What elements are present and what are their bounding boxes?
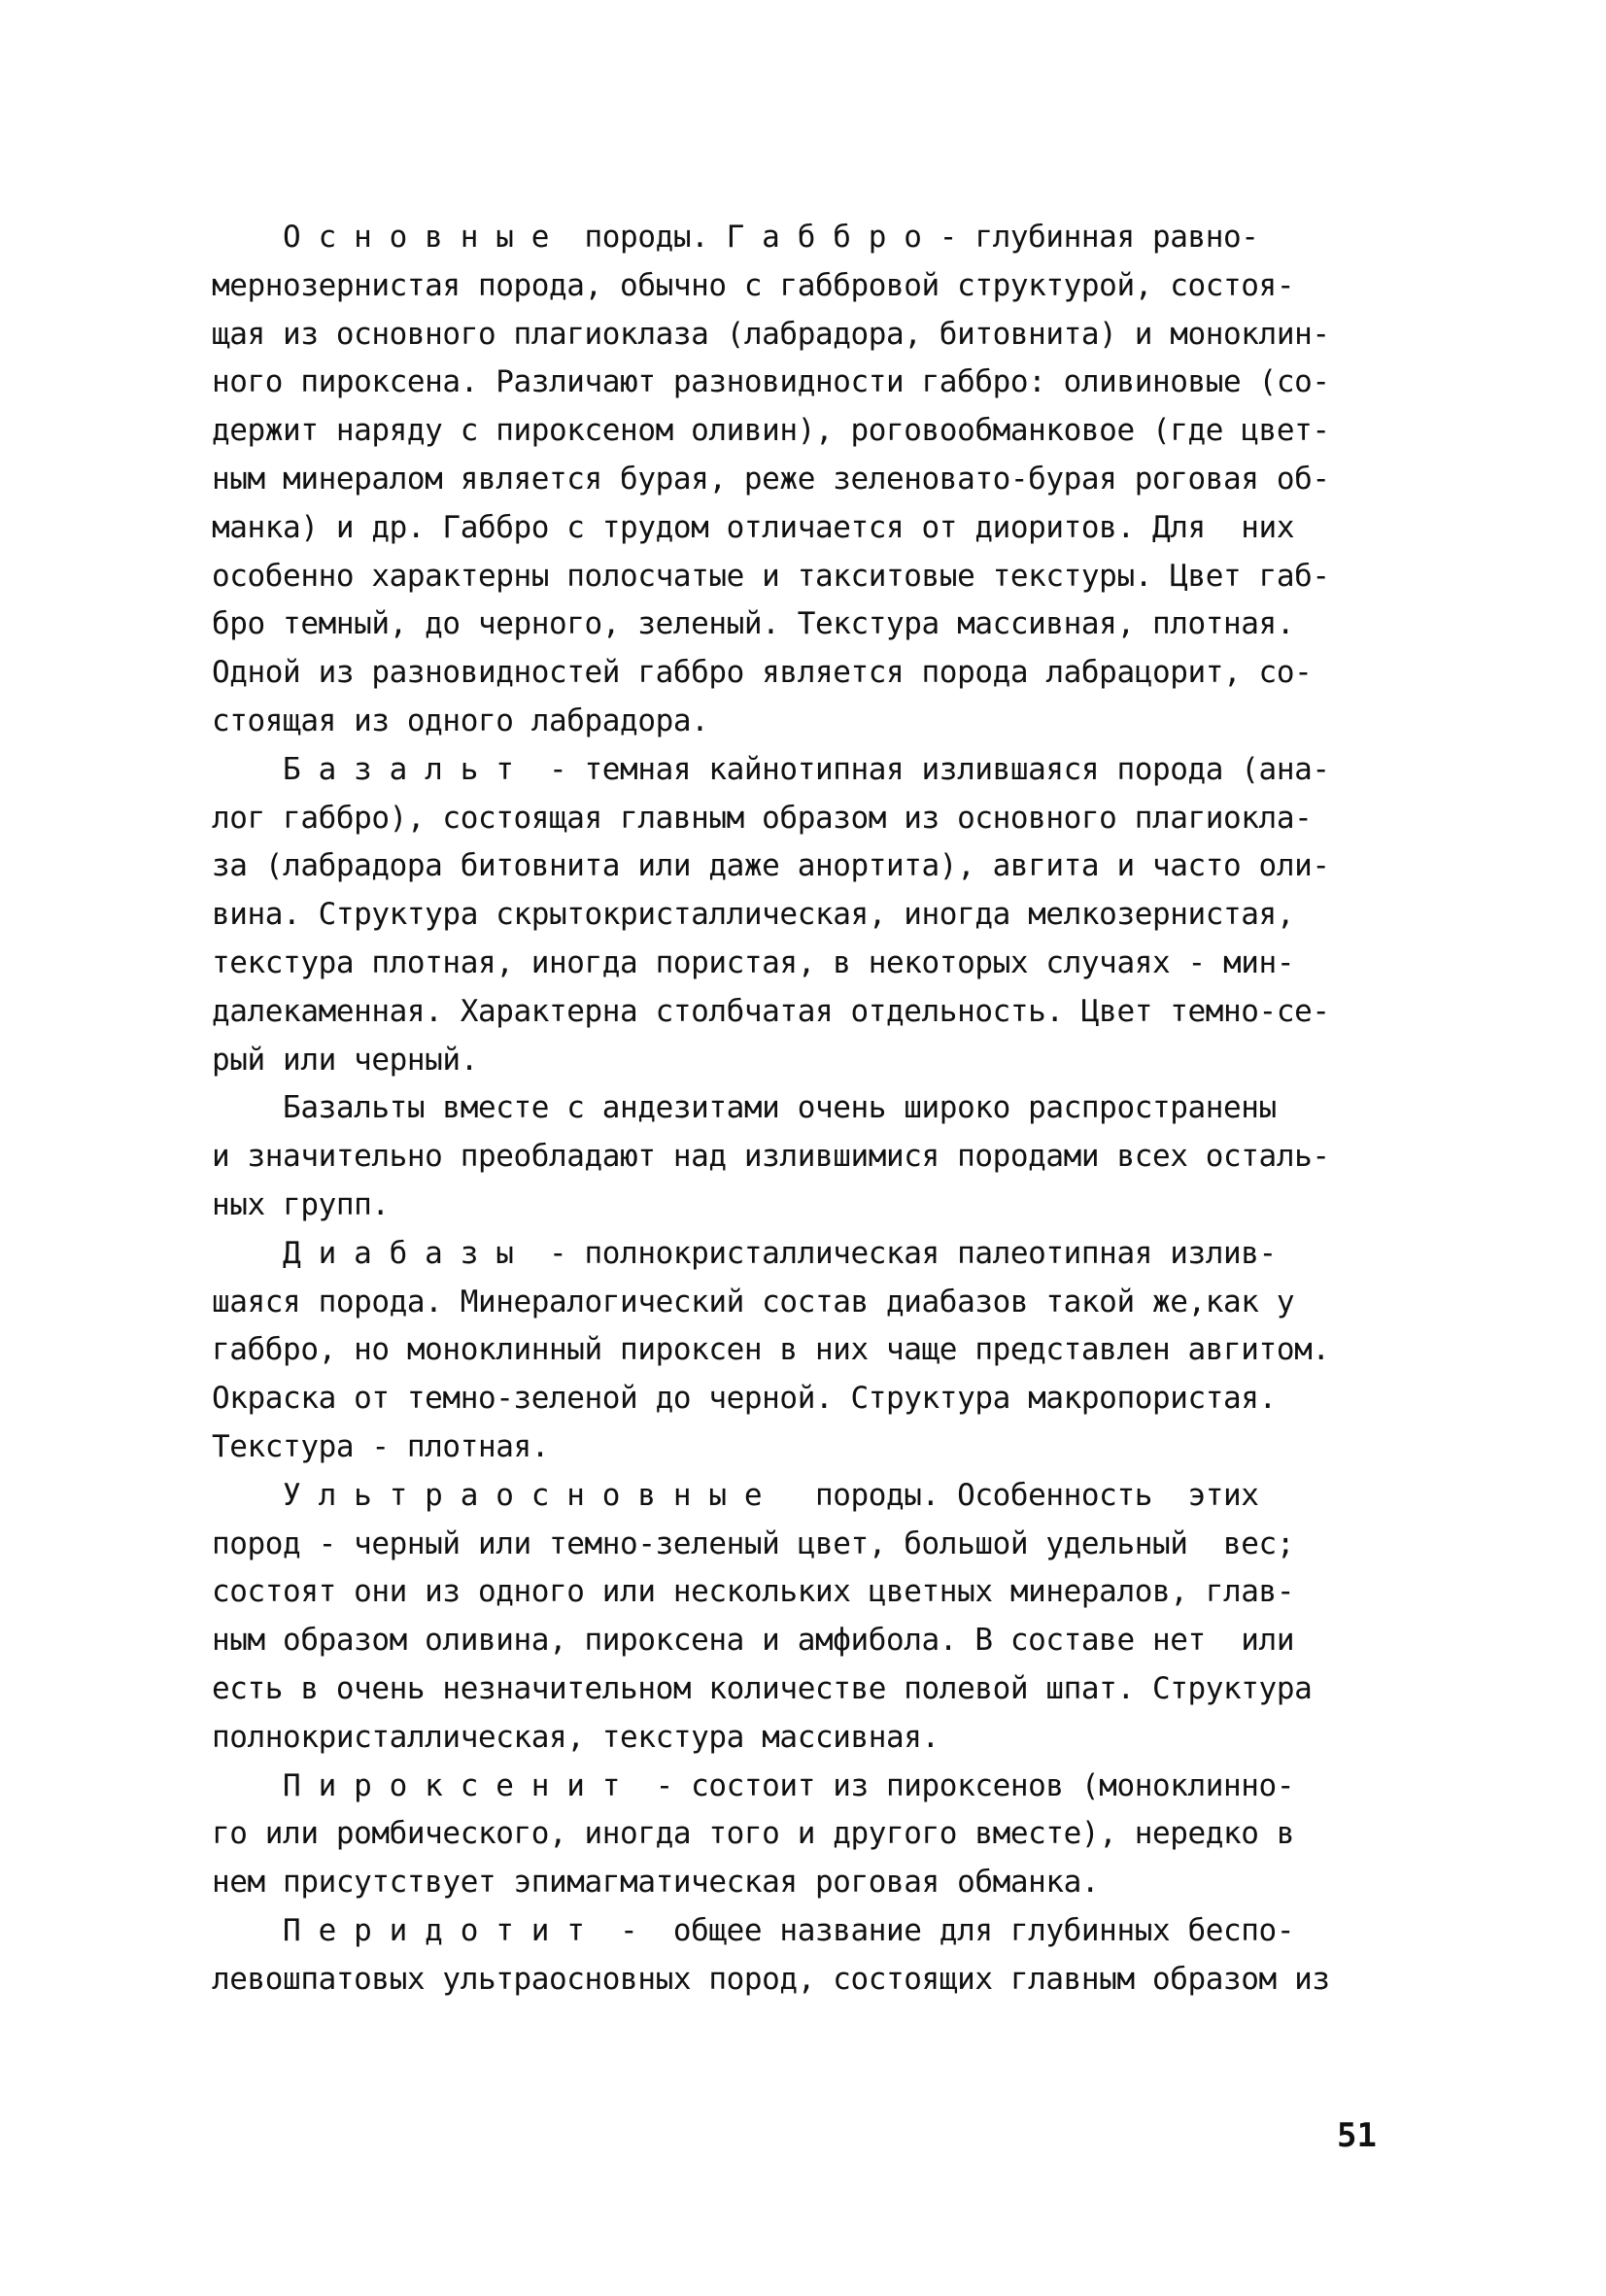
text-line: левошпатовых ультраосновных пород, состоящих главным образом из (212, 1961, 1330, 1997)
text-line: стоящая из одного лабрадора. (212, 703, 709, 738)
text-line: О с н о в н ы е породы. Г а б б р о - глубинная равно- (212, 220, 1259, 255)
text-line: П и р о к с е н и т - состоит из пироксенов (моноклинно- (212, 1767, 1295, 1803)
text-line: габбро, но моноклинный пироксен в них чаще представлен авгитом. (212, 1332, 1330, 1368)
text-line: состоят они из одного или нескольких цветных минералов, глав- (212, 1574, 1295, 1610)
text-line: Одной из разновидностей габбро является порода лабрацорит, со- (212, 655, 1313, 691)
text-line: Текстура - плотная. (212, 1428, 550, 1464)
text-line: шаяся порода. Минералогический состав диабазов такой же,как у (212, 1284, 1295, 1319)
text-line: рый или черный. (212, 1042, 478, 1078)
text-line: лог габбро), состоящая главным образом из основного плагиокла- (212, 800, 1313, 836)
page-number: 51 (1337, 2116, 1377, 2155)
text-line: щая из основного плагиоклаза (лабрадора, битовнита) и моноклин- (212, 316, 1330, 352)
text-line: бро темный, до черного, зеленый. Текстура массивная, плотная. (212, 606, 1295, 642)
body-text (212, 214, 1417, 2004)
text-line: П е р и д о т и т - общее название для глубинных беспо- (212, 1912, 1295, 1948)
text-line: полнокристаллическая, текстура массивная. (212, 1719, 940, 1755)
text-line: за (лабрадора битовнита или даже анортита), авгита и часто оли- (212, 848, 1330, 884)
text-line: далекаменная. Характерна столбчатая отдельность. Цвет темно-се- (212, 993, 1330, 1029)
text-line: текстура плотная, иногда пористая, в некоторых случаях - мин- (212, 944, 1295, 980)
text-line: Окраска от темно-зеленой до черной. Структура макропористая. (212, 1381, 1277, 1417)
text-line: вина. Структура скрытокристаллическая, иногда мелкозернистая, (212, 897, 1295, 933)
text-line: держит наряду с пироксеном оливин), роговообманковое (где цвет- (212, 413, 1330, 449)
text-line: есть в очень незначительном количестве полевой шпат. Структура (212, 1670, 1313, 1706)
text-line: Базальты вместе с андезитами очень широко распространены (212, 1090, 1277, 1126)
text-line: особенно характерны полосчатые и такситовые текстуры. Цвет габ- (212, 558, 1330, 594)
text-line: Д и а б а з ы - полнокристаллическая палеотипная излив- (212, 1235, 1277, 1271)
text-line: го или ромбического, иногда того и другого вместе), нередко в (212, 1816, 1295, 1852)
text-line: мернозернистая порода, обычно с габбровой структурой, состоя- (212, 267, 1295, 303)
text-line: манка) и др. Габбро с трудом отличается от диоритов. Для них (212, 509, 1295, 545)
text-line: ного пироксена. Различают разновидности габбро: оливиновые (со- (212, 364, 1330, 400)
text-line: Б а з а л ь т - темная кайнотипная излившаяся порода (ана- (212, 751, 1330, 787)
text-line: У л ь т р а о с н о в н ы е породы. Особенность этих (212, 1477, 1259, 1513)
text-line: ным минералом является бурая, реже зеленовато-бурая роговая об- (212, 461, 1330, 497)
text-line: пород - черный или темно-зеленый цвет, большой удельный вес; (212, 1525, 1295, 1561)
text-line: и значительно преобладают над излившимися породами всех осталь- (212, 1139, 1330, 1175)
text-line: нем присутствует эпимагматическая роговая обманка. (212, 1865, 1100, 1901)
text-line: ных групп. (212, 1186, 390, 1222)
text-line: ным образом оливина, пироксена и амфибола. В составе нет или (212, 1623, 1295, 1659)
